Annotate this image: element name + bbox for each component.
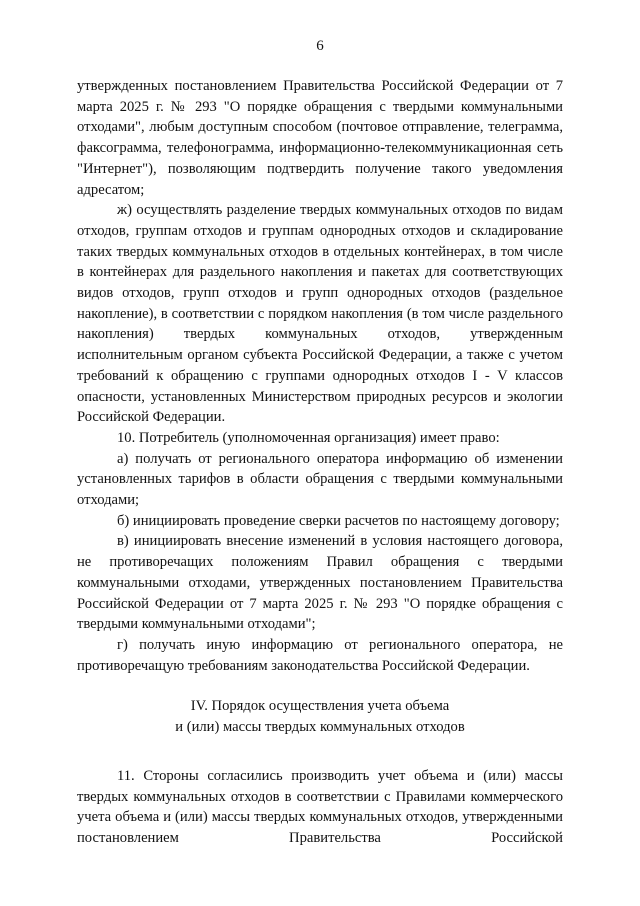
section-heading-line-2: и (или) массы твердых коммунальных отходов — [175, 719, 465, 736]
section-heading-line-1: IV. Порядок осуществления учета объема — [190, 698, 450, 715]
page-number: 6 — [316, 38, 324, 54]
paragraph-item-v: в) инициировать внесение изменений в условия настоящего договора, не противоречащих положениям Правил обращения с твердыми коммунальными отходами, утвержденных постановлением Правительства Российской Федерации от 7 марта 2025 г. № 293 "О порядке обращения с твердыми коммунальными отходами"; — [77, 533, 563, 633]
paragraph-clause-10: 10. Потребитель (уполномоченная организация) имеет право: — [117, 429, 500, 446]
paragraph-continuation: утвержденных постановлением Правительства Российской Федерации от 7 марта 2025 г. № 293 "О порядке обращения с твердыми коммунальными отходами", любым доступным способом (почтовое отправление, телеграмма, факсограмма, телефонограмма, информационно-телекоммуникационная сеть "Интернет"), позволяющим подтвердить получение такого уведомления адресатом; — [77, 78, 563, 198]
document-body — [77, 76, 563, 849]
paragraph-item-zh: ж) осуществлять разделение твердых коммунальных отходов по видам отходов, группам отходов и группам однородных отходов и складирование таких твердых коммунальных отходов в отдельных контейнерах, в том числе в контейнерах для раздельного накопления и пакетах для соответствующих видов отходов, групп отходов и групп однородных отходов (раздельное накопление), в соответствии с порядком накопления (в том числе раздельного накопления) твердых коммунальных отходов, утвержденным исполнительным органом субъекта Российской Федерации, а также с учетом требований к обращению с группами однородных отходов I - V классов опасности, установленных Министерством природных ресурсов и экологии Российской Федерации. — [77, 202, 563, 426]
paragraph-item-b: б) инициировать проведение сверки расчетов по настоящему договору; — [117, 512, 560, 529]
paragraph-item-g: г) получать иную информацию от регионального оператора, не противоречащую требованиям законодательства Российской Федерации. — [77, 636, 563, 674]
paragraph-clause-11: 11. Стороны согласились производить учет объема и (или) массы твердых коммунальных отходов в соответствии с Правилами коммерческого учета объема и (или) массы твердых коммунальных отходов, утвержденными постановлением Правительства Российской — [77, 767, 563, 846]
paragraph-item-a: а) получать от регионального оператора информацию об изменении установленных тарифов в области обращения с твердыми коммунальными отходами; — [77, 450, 563, 509]
section-heading — [77, 696, 563, 737]
